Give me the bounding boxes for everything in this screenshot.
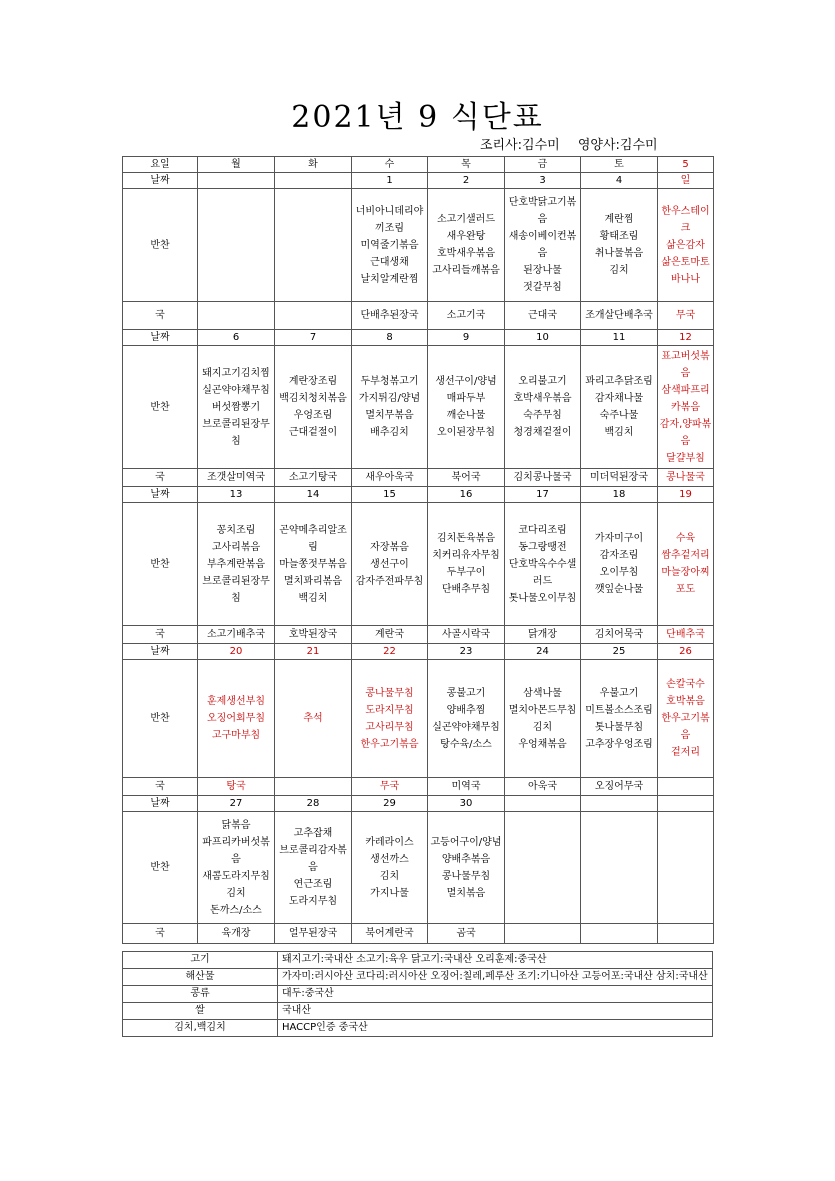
origin-value: HACCP인증 중국산 <box>278 1020 713 1037</box>
soup-cell: 소고기배추국 <box>198 626 275 644</box>
dish-item: 한우고기볶음 <box>360 738 419 750</box>
weekday-cell: 토 <box>581 157 658 173</box>
dish-item: 손칼국수 <box>666 679 705 690</box>
date-row <box>123 173 714 189</box>
soup-cell: 단배추국 <box>658 626 714 644</box>
dish-item: 고사리볶음 <box>211 541 261 553</box>
dish-item: 치커리유자무침 <box>432 550 500 561</box>
dish-item: 생선구이 <box>370 558 409 570</box>
date-cell: 17 <box>505 487 581 503</box>
soup-cell: 소고기탕국 <box>275 469 352 487</box>
date-cell: 18 <box>581 487 658 503</box>
soup-row <box>123 626 714 644</box>
date-label: 날짜 <box>123 487 198 503</box>
weekday-cell: 화 <box>275 157 352 173</box>
side-dish-cell <box>658 660 714 778</box>
dish-item: 겉저리 <box>671 747 700 758</box>
side-dish-cell <box>428 189 505 302</box>
side-dish-row <box>123 189 714 302</box>
dish-item: 고추잡채 <box>293 828 333 839</box>
side-dish-cell <box>352 503 428 626</box>
date-label: 날짜 <box>123 330 198 346</box>
dish-item: 삶은감자 <box>666 239 705 251</box>
soup-cell: 탕국 <box>198 778 275 796</box>
dish-item: 콩불고기 <box>446 687 486 699</box>
dish-item: 호박새우볶음 <box>437 248 495 259</box>
soup-cell: 닭개장 <box>505 626 581 644</box>
dish-item: 감자,양파볶음 <box>659 418 712 447</box>
dish-item: 우불고기 <box>599 687 639 699</box>
dish-item: 가지나물 <box>370 887 409 899</box>
soup-cell: 조갯살미역국 <box>198 469 275 487</box>
soup-cell: 새우아욱국 <box>352 469 428 487</box>
date-cell <box>198 173 275 189</box>
date-label: 날짜 <box>123 173 198 189</box>
side-dish-label: 반찬 <box>123 189 198 302</box>
dish-item: 꽈리고추닭조림 <box>585 376 653 387</box>
dish-item: 고사리무침 <box>365 721 414 733</box>
date-cell: 23 <box>428 644 505 660</box>
dish-item: 멸치볶음 <box>446 887 486 899</box>
date-cell: 일 <box>658 173 714 189</box>
weekday-label: 요일 <box>123 157 198 173</box>
dish-item: 브로콜리된장무침 <box>202 575 270 604</box>
side-dish-cell <box>505 660 581 778</box>
soup-row <box>123 302 714 330</box>
origin-key: 콩류 <box>123 986 278 1003</box>
side-dish-cell <box>275 189 352 302</box>
soup-cell: 무국 <box>658 302 714 330</box>
dish-item: 취나물볶음 <box>594 248 644 259</box>
soup-label: 국 <box>123 626 198 644</box>
dish-item: 소고기샐러드 <box>437 214 495 225</box>
date-cell: 22 <box>352 644 428 660</box>
side-dish-cell <box>198 503 275 626</box>
side-dish-cell <box>505 189 581 302</box>
dish-item: 고구마부침 <box>211 730 261 741</box>
soup-cell: 근대국 <box>505 302 581 330</box>
dish-item: 도라지무침 <box>288 896 338 907</box>
dish-item: 톳나물무침 <box>594 721 644 733</box>
side-dish-cell <box>198 812 275 924</box>
dish-item: 젓갈무침 <box>523 282 562 293</box>
dish-item: 콩나물무침 <box>365 687 414 699</box>
soup-cell: 오징어무국 <box>581 778 658 796</box>
date-cell: 8 <box>352 330 428 346</box>
dish-item: 새콤도라지무침김치 <box>202 870 270 899</box>
origin-value: 돼지고기:국내산 소고기:육우 닭고기:국내산 오리훈제:중국산 <box>278 952 713 969</box>
dish-item: 우엉조림 <box>293 410 333 421</box>
dish-item: 두부청볶고기 <box>360 376 419 387</box>
dietitian-name: 영양사:김수미 <box>577 138 658 153</box>
soup-cell: 육개장 <box>198 924 275 944</box>
side-dish-cell <box>428 812 505 924</box>
dish-item: 날치알계란찜 <box>360 273 419 285</box>
soup-cell: 북어계란국 <box>352 924 428 944</box>
dish-item: 멸치무볶음 <box>365 410 414 421</box>
dish-item: 도라지무침 <box>365 704 414 716</box>
dish-item: 깻잎순나물 <box>594 584 644 595</box>
side-dish-cell <box>198 660 275 778</box>
soup-label: 국 <box>123 778 198 796</box>
dish-item: 배추김치 <box>370 427 409 438</box>
side-dish-cell <box>275 346 352 469</box>
dish-item: 수육 <box>675 533 696 544</box>
origin-key: 고기 <box>123 952 278 969</box>
dish-item: 생선까스 <box>370 853 409 865</box>
dish-item: 매파두부 <box>446 393 486 404</box>
date-row <box>123 487 714 503</box>
origin-row <box>123 1003 713 1020</box>
date-cell <box>505 796 581 812</box>
soup-cell: 곰국 <box>428 924 505 944</box>
soup-cell: 소고기국 <box>428 302 505 330</box>
side-dish-label: 반찬 <box>123 346 198 469</box>
dish-item: 부추계란볶음 <box>207 558 265 570</box>
soup-cell: 김치콩나물국 <box>505 469 581 487</box>
side-dish-cell <box>275 660 352 778</box>
soup-row <box>123 924 714 944</box>
date-cell: 19 <box>658 487 714 503</box>
date-row <box>123 644 714 660</box>
date-cell: 27 <box>198 796 275 812</box>
date-cell: 12 <box>658 330 714 346</box>
dish-item: 너비아니데리야끼조림 <box>355 205 424 234</box>
dish-item: 백김치 <box>298 592 328 604</box>
dish-item: 실곤약야채무침 <box>202 384 270 396</box>
dish-item: 오이된장무침 <box>437 427 495 438</box>
side-dish-cell <box>275 812 352 924</box>
dish-item: 감자조림 <box>599 550 639 561</box>
side-dish-cell <box>505 503 581 626</box>
soup-label: 국 <box>123 302 198 330</box>
soup-label: 국 <box>123 924 198 944</box>
dish-item: 연근조림 <box>293 879 333 890</box>
side-dish-row <box>123 660 714 778</box>
dish-item: 백김치 <box>604 427 634 438</box>
weekday-cell: 수 <box>352 157 428 173</box>
soup-cell: 얼무된장국 <box>275 924 352 944</box>
date-cell: 3 <box>505 173 581 189</box>
dish-item: 계란장조림 <box>288 376 338 387</box>
date-cell: 25 <box>581 644 658 660</box>
dish-item: 김치 <box>379 870 400 882</box>
dish-item: 바나나 <box>671 273 700 285</box>
side-dish-cell <box>352 812 428 924</box>
dish-item: 자장볶음 <box>370 541 409 553</box>
side-dish-cell <box>658 346 714 469</box>
dish-item: 근대겉절이 <box>288 427 338 438</box>
origin-key: 쌀 <box>123 1003 278 1020</box>
origin-value: 가자미:러시아산 코다리:러시아산 오징어:칠레,페루산 조기:기니아산 고등어포:국내산 삼치:국내산 <box>278 969 713 986</box>
dish-item: 고사리들깨볶음 <box>432 265 500 276</box>
dish-item: 미역줄기볶음 <box>360 239 419 251</box>
dish-item: 톳나물오이무침 <box>508 592 577 604</box>
dish-item: 마늘쫑젓무볶음 <box>279 558 347 570</box>
dish-item: 마늘장아찌 <box>661 567 710 578</box>
date-cell: 15 <box>352 487 428 503</box>
dish-item: 단호박닭고기볶음 <box>508 197 577 225</box>
dish-item: 고추장우엉조림 <box>585 738 653 750</box>
date-cell: 9 <box>428 330 505 346</box>
dish-item: 숙주나물 <box>599 410 639 421</box>
date-cell: 16 <box>428 487 505 503</box>
date-label: 날짜 <box>123 644 198 660</box>
date-label: 날짜 <box>123 796 198 812</box>
weekday-cell: 목 <box>428 157 505 173</box>
date-cell: 29 <box>352 796 428 812</box>
dish-item: 한우스테이크 <box>661 205 710 234</box>
origin-row <box>123 986 713 1003</box>
side-dish-cell <box>581 503 658 626</box>
side-dish-cell <box>581 812 658 924</box>
side-dish-cell <box>198 189 275 302</box>
side-dish-cell <box>505 346 581 469</box>
side-dish-label: 반찬 <box>123 660 198 778</box>
dish-item: 돼지고기김치찜 <box>202 367 270 379</box>
dish-item: 황태조림 <box>599 231 639 242</box>
origin-key: 김치,백김치 <box>123 1020 278 1037</box>
origin-value: 대두:중국산 <box>278 986 713 1003</box>
dish-item: 닭볶음 <box>221 819 251 831</box>
origin-value: 국내산 <box>278 1003 713 1020</box>
date-cell: 1 <box>352 173 428 189</box>
soup-cell: 호박된장국 <box>275 626 352 644</box>
dish-item: 꽁치조림 <box>216 524 256 536</box>
dish-item: 오이무침 <box>599 567 639 578</box>
dish-item: 새우완탕 <box>446 231 486 242</box>
dish-item: 한우고기볶음 <box>661 713 710 741</box>
side-dish-label: 반찬 <box>123 503 198 626</box>
soup-row <box>123 469 714 487</box>
dish-item: 계란찜 <box>604 214 634 225</box>
side-dish-cell <box>352 346 428 469</box>
date-cell: 4 <box>581 173 658 189</box>
side-dish-cell <box>658 189 714 302</box>
date-cell: 30 <box>428 796 505 812</box>
soup-cell: 김치어묵국 <box>581 626 658 644</box>
side-dish-row <box>123 503 714 626</box>
side-dish-cell <box>428 503 505 626</box>
origin-table <box>122 951 713 1037</box>
side-dish-cell <box>658 812 714 924</box>
soup-cell: 콩나물국 <box>658 469 714 487</box>
dish-item: 감자채나물 <box>594 393 644 404</box>
dish-item: 브로콜리감자볶음 <box>279 845 347 873</box>
dish-item: 김치돈육볶음 <box>437 533 495 544</box>
dish-item: 된장나물 <box>523 265 562 276</box>
page-title: 2021년 9 식단표 <box>291 100 544 135</box>
soup-cell <box>275 778 352 796</box>
dish-item: 훈제생선부침 <box>207 696 265 707</box>
date-cell <box>658 796 714 812</box>
dish-item: 카레라이스 <box>365 836 414 848</box>
dish-item: 실곤약야채무침 <box>432 721 500 733</box>
side-dish-cell <box>581 346 658 469</box>
side-dish-cell <box>428 660 505 778</box>
side-dish-cell <box>505 812 581 924</box>
soup-cell: 무국 <box>352 778 428 796</box>
date-row <box>123 796 714 812</box>
dish-item: 새송이베이컨볶음 <box>508 231 577 259</box>
dish-item: 포도 <box>675 584 696 595</box>
date-cell: 10 <box>505 330 581 346</box>
dish-item: 브로콜리된장무침 <box>202 418 270 447</box>
date-cell <box>275 173 352 189</box>
soup-cell: 사골시락국 <box>428 626 505 644</box>
dish-item: 달걀부침 <box>666 452 705 464</box>
side-dish-cell <box>581 660 658 778</box>
date-cell: 20 <box>198 644 275 660</box>
dish-item: 표고버섯볶음 <box>661 350 710 379</box>
side-dish-row <box>123 346 714 469</box>
soup-cell: 아욱국 <box>505 778 581 796</box>
soup-cell <box>198 302 275 330</box>
dish-item: 삼색나물 <box>523 687 562 699</box>
dish-item: 멸치꽈리볶음 <box>284 575 342 587</box>
dish-item: 미트볼소스조림 <box>585 704 653 716</box>
cook-name: 조리사:김수미 <box>480 138 560 153</box>
soup-cell <box>581 924 658 944</box>
dish-item: 오리불고기 <box>518 376 567 387</box>
dish-item: 삶은토마토 <box>661 256 710 268</box>
dish-item: 쌈추겉저리 <box>661 550 710 561</box>
side-dish-cell <box>198 346 275 469</box>
soup-cell: 계란국 <box>352 626 428 644</box>
dish-item: 콩나물무침 <box>441 870 491 882</box>
soup-cell: 북어국 <box>428 469 505 487</box>
date-row <box>123 330 714 346</box>
soup-cell <box>505 924 581 944</box>
soup-label: 국 <box>123 469 198 487</box>
side-dish-label: 반찬 <box>123 812 198 924</box>
dish-item: 동그랑땡전 <box>518 541 567 553</box>
date-cell: 2 <box>428 173 505 189</box>
date-cell: 13 <box>198 487 275 503</box>
dish-item: 추석 <box>303 713 323 724</box>
side-dish-cell <box>658 503 714 626</box>
dish-item: 곤약메추리알조림 <box>279 524 347 553</box>
dish-item: 백김치청치볶음 <box>279 393 347 404</box>
dish-item: 코다리조림 <box>518 524 567 536</box>
origin-key: 해산물 <box>123 969 278 986</box>
dish-item: 버섯짬뽕기 <box>211 401 261 413</box>
dish-item: 호박새우볶음 <box>513 393 572 404</box>
date-cell: 7 <box>275 330 352 346</box>
dish-item: 김치 <box>609 265 629 276</box>
menu-table <box>122 156 714 944</box>
weekday-cell: 월 <box>198 157 275 173</box>
side-dish-cell <box>275 503 352 626</box>
dish-item: 단호박옥수수샐러드 <box>508 558 577 587</box>
soup-cell <box>275 302 352 330</box>
dish-item: 파프리카버섯볶음 <box>202 836 270 865</box>
dish-item: 가지튀김/양념 <box>358 393 421 404</box>
date-cell: 24 <box>505 644 581 660</box>
weekday-cell: 5 <box>658 157 714 173</box>
side-dish-row <box>123 812 714 924</box>
dish-item: 돈까스/소스 <box>210 904 262 916</box>
date-cell: 28 <box>275 796 352 812</box>
side-dish-cell <box>352 660 428 778</box>
dish-item: 감자주전파무침 <box>355 575 424 587</box>
date-cell: 21 <box>275 644 352 660</box>
side-dish-cell <box>581 189 658 302</box>
dish-item: 우엉채볶음 <box>518 738 567 750</box>
soup-cell <box>658 924 714 944</box>
dish-item: 김치 <box>532 721 553 733</box>
date-cell: 6 <box>198 330 275 346</box>
date-cell: 26 <box>658 644 714 660</box>
dish-item: 고등어구이/양념 <box>430 836 502 848</box>
dish-item: 단배추무침 <box>441 584 491 595</box>
dish-item: 삼색파프리카볶음 <box>661 384 710 413</box>
soup-cell: 미더덕된장국 <box>581 469 658 487</box>
dish-item: 청경채겉절이 <box>513 427 572 438</box>
dish-item: 양배추볶음 <box>441 853 491 865</box>
dish-item: 멸치아몬드무침 <box>508 704 577 716</box>
dish-item: 깨순나물 <box>446 410 486 421</box>
origin-row <box>123 969 713 986</box>
date-cell <box>581 796 658 812</box>
soup-cell <box>658 778 714 796</box>
dish-item: 탕수육/소스 <box>440 738 492 750</box>
date-cell: 11 <box>581 330 658 346</box>
date-cell: 14 <box>275 487 352 503</box>
soup-cell: 단배추된장국 <box>352 302 428 330</box>
dish-item: 가자미구이 <box>594 533 644 544</box>
origin-row <box>123 1020 713 1037</box>
dish-item: 숙주무침 <box>523 410 562 421</box>
soup-cell: 미역국 <box>428 778 505 796</box>
weekday-row <box>123 157 714 173</box>
dish-item: 호박볶음 <box>666 696 705 707</box>
dish-item: 오징어회무침 <box>207 713 265 724</box>
weekday-cell: 금 <box>505 157 581 173</box>
origin-row <box>123 952 713 969</box>
dish-item: 두부구이 <box>446 567 486 578</box>
soup-cell: 조개살단배추국 <box>581 302 658 330</box>
dish-item: 근대생채 <box>370 256 409 268</box>
soup-row <box>123 778 714 796</box>
dish-item: 생선구이/양념 <box>435 376 497 387</box>
staff-info <box>480 134 672 153</box>
side-dish-cell <box>352 189 428 302</box>
side-dish-cell <box>428 346 505 469</box>
dish-item: 양배추찜 <box>446 704 486 716</box>
